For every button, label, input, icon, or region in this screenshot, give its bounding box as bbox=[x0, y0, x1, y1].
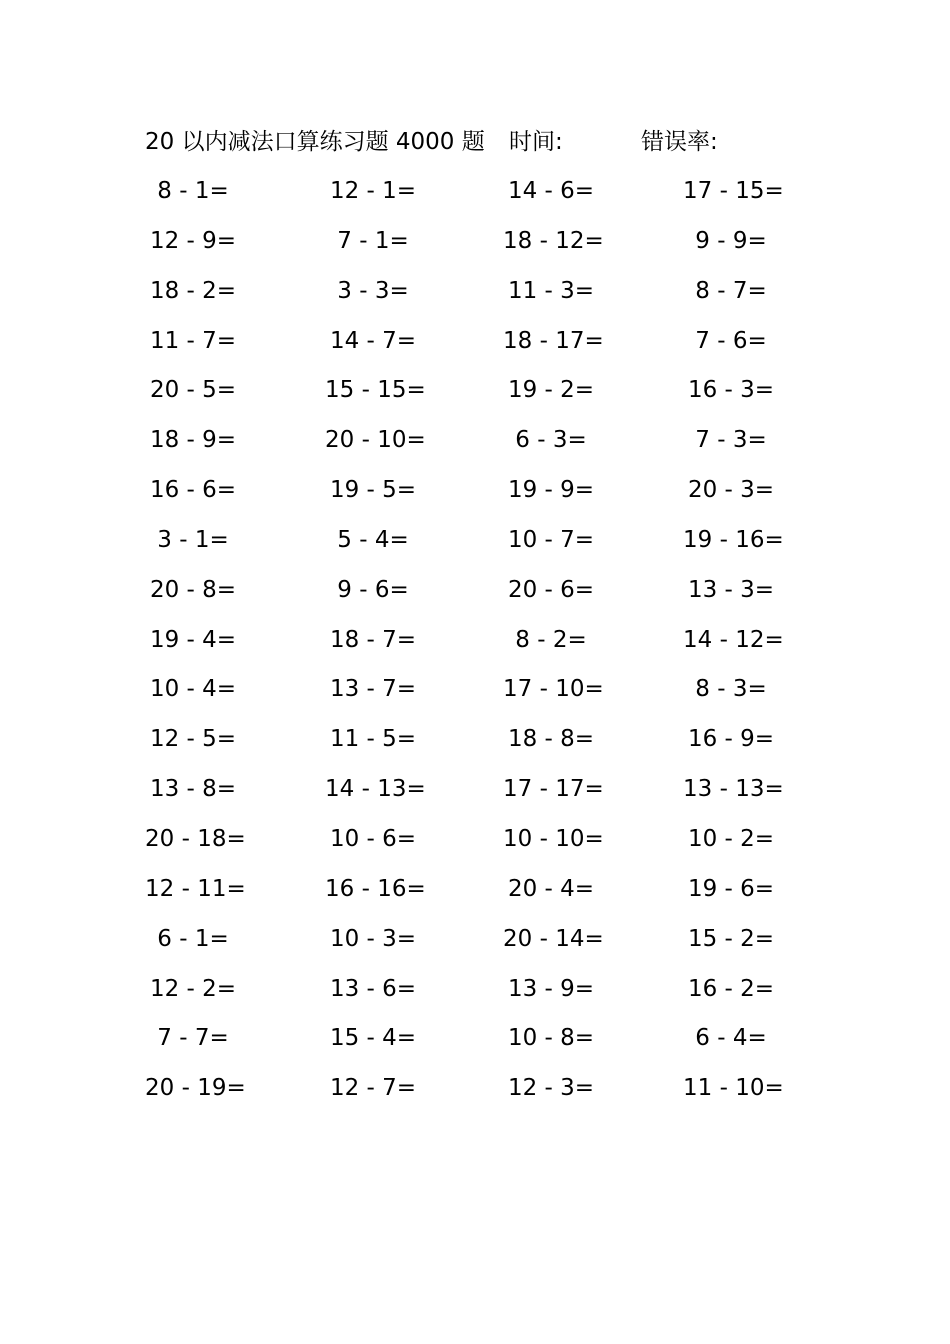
problem-row bbox=[145, 269, 785, 319]
problem-item: 10 - 3= bbox=[329, 925, 417, 952]
problem-item: 12 - 7= bbox=[329, 1075, 417, 1102]
problem-row bbox=[145, 767, 785, 817]
problem-item: 12 - 9= bbox=[149, 227, 237, 254]
problem-item: 20 - 6= bbox=[507, 576, 595, 603]
problem-item: 14 - 12= bbox=[683, 626, 784, 653]
problem-item: 19 - 4= bbox=[149, 626, 237, 653]
problem-item: 7 - 1= bbox=[337, 227, 409, 254]
problem-item: 8 - 3= bbox=[695, 676, 767, 703]
problem-item: 10 - 6= bbox=[329, 825, 417, 852]
problem-item: 20 - 19= bbox=[145, 1075, 246, 1102]
problem-item: 13 - 13= bbox=[683, 776, 784, 803]
problem-item: 17 - 10= bbox=[503, 676, 604, 703]
problem-item: 19 - 6= bbox=[687, 875, 775, 902]
error-rate-label: 错误率: bbox=[641, 129, 718, 155]
problem-item: 12 - 1= bbox=[329, 178, 417, 204]
problem-item: 13 - 6= bbox=[329, 975, 417, 1002]
problem-item: 16 - 16= bbox=[325, 875, 426, 902]
problem-row bbox=[145, 1066, 785, 1116]
problem-row bbox=[145, 917, 785, 967]
problem-item: 16 - 2= bbox=[687, 975, 775, 1002]
problem-item: 6 - 4= bbox=[695, 1025, 767, 1052]
problem-row bbox=[145, 518, 785, 568]
problem-item: 10 - 7= bbox=[507, 526, 595, 553]
problem-item: 17 - 15= bbox=[683, 178, 784, 204]
problem-item: 13 - 3= bbox=[687, 576, 775, 603]
problem-item: 13 - 7= bbox=[329, 676, 417, 703]
problem-item: 18 - 2= bbox=[149, 277, 237, 304]
problem-item: 11 - 7= bbox=[149, 327, 237, 354]
problem-item: 13 - 8= bbox=[149, 776, 237, 803]
problem-item: 20 - 4= bbox=[507, 875, 595, 902]
problem-item: 15 - 15= bbox=[325, 377, 426, 404]
problem-row bbox=[145, 717, 785, 767]
problem-item: 11 - 5= bbox=[329, 726, 417, 753]
problem-item: 19 - 2= bbox=[507, 377, 595, 404]
problem-row bbox=[145, 169, 785, 219]
problem-item: 12 - 5= bbox=[149, 726, 237, 753]
problem-item: 14 - 6= bbox=[507, 178, 595, 204]
problem-item: 7 - 7= bbox=[157, 1025, 229, 1052]
problem-item: 16 - 3= bbox=[687, 377, 775, 404]
problem-item: 15 - 4= bbox=[329, 1025, 417, 1052]
problem-row bbox=[145, 867, 785, 917]
problem-row bbox=[145, 667, 785, 717]
problem-item: 12 - 11= bbox=[145, 875, 246, 902]
problem-item: 8 - 2= bbox=[515, 626, 587, 653]
problem-item: 20 - 10= bbox=[325, 427, 426, 454]
time-label: 时间: bbox=[509, 129, 563, 155]
problem-row bbox=[145, 817, 785, 867]
problem-item: 15 - 2= bbox=[687, 925, 775, 952]
problem-item: 19 - 16= bbox=[683, 526, 784, 553]
problem-item: 8 - 7= bbox=[695, 277, 767, 304]
problem-row bbox=[145, 219, 785, 269]
problem-item: 19 - 9= bbox=[507, 477, 595, 504]
problem-item: 12 - 3= bbox=[507, 1075, 595, 1102]
problem-item: 9 - 9= bbox=[695, 227, 767, 254]
problem-item: 6 - 1= bbox=[157, 925, 229, 952]
problem-item: 8 - 1= bbox=[157, 178, 229, 204]
problem-item: 18 - 7= bbox=[329, 626, 417, 653]
problem-grid bbox=[145, 169, 785, 1116]
problem-row bbox=[145, 319, 785, 369]
problem-item: 6 - 3= bbox=[515, 427, 587, 454]
problem-item: 16 - 9= bbox=[687, 726, 775, 753]
problem-item: 10 - 2= bbox=[687, 825, 775, 852]
problem-item: 19 - 5= bbox=[329, 477, 417, 504]
problem-item: 18 - 17= bbox=[503, 327, 604, 354]
problem-item: 10 - 10= bbox=[503, 825, 604, 852]
problem-item: 20 - 18= bbox=[145, 825, 246, 852]
problem-row bbox=[145, 468, 785, 518]
problem-item: 5 - 4= bbox=[337, 526, 409, 553]
problem-item: 20 - 8= bbox=[149, 576, 237, 603]
problem-row bbox=[145, 618, 785, 668]
problem-item: 17 - 17= bbox=[503, 776, 604, 803]
problem-item: 16 - 6= bbox=[149, 477, 237, 504]
problem-item: 18 - 9= bbox=[149, 427, 237, 454]
problem-item: 14 - 13= bbox=[325, 776, 426, 803]
problem-item: 18 - 12= bbox=[503, 227, 604, 254]
problem-item: 7 - 6= bbox=[695, 327, 767, 354]
problem-item: 11 - 3= bbox=[507, 277, 595, 304]
problem-item: 10 - 8= bbox=[507, 1025, 595, 1052]
problem-item: 7 - 3= bbox=[695, 427, 767, 454]
problem-item: 13 - 9= bbox=[507, 975, 595, 1002]
worksheet-title: 20 以内减法口算练习题 4000 题 bbox=[145, 129, 485, 155]
problem-row bbox=[145, 418, 785, 468]
problem-item: 20 - 14= bbox=[503, 925, 604, 952]
problem-item: 3 - 3= bbox=[337, 277, 409, 304]
problem-item: 9 - 6= bbox=[337, 576, 409, 603]
problem-row bbox=[145, 967, 785, 1017]
problem-item: 20 - 3= bbox=[687, 477, 775, 504]
problem-item: 10 - 4= bbox=[149, 676, 237, 703]
problem-row bbox=[145, 568, 785, 618]
problem-item: 3 - 1= bbox=[157, 526, 229, 553]
worksheet-header bbox=[145, 124, 785, 160]
problem-item: 12 - 2= bbox=[149, 975, 237, 1002]
problem-row bbox=[145, 368, 785, 418]
problem-item: 11 - 10= bbox=[683, 1075, 784, 1102]
problem-item: 20 - 5= bbox=[149, 377, 237, 404]
problem-item: 18 - 8= bbox=[507, 726, 595, 753]
problem-item: 14 - 7= bbox=[329, 327, 417, 354]
problem-row bbox=[145, 1016, 785, 1066]
